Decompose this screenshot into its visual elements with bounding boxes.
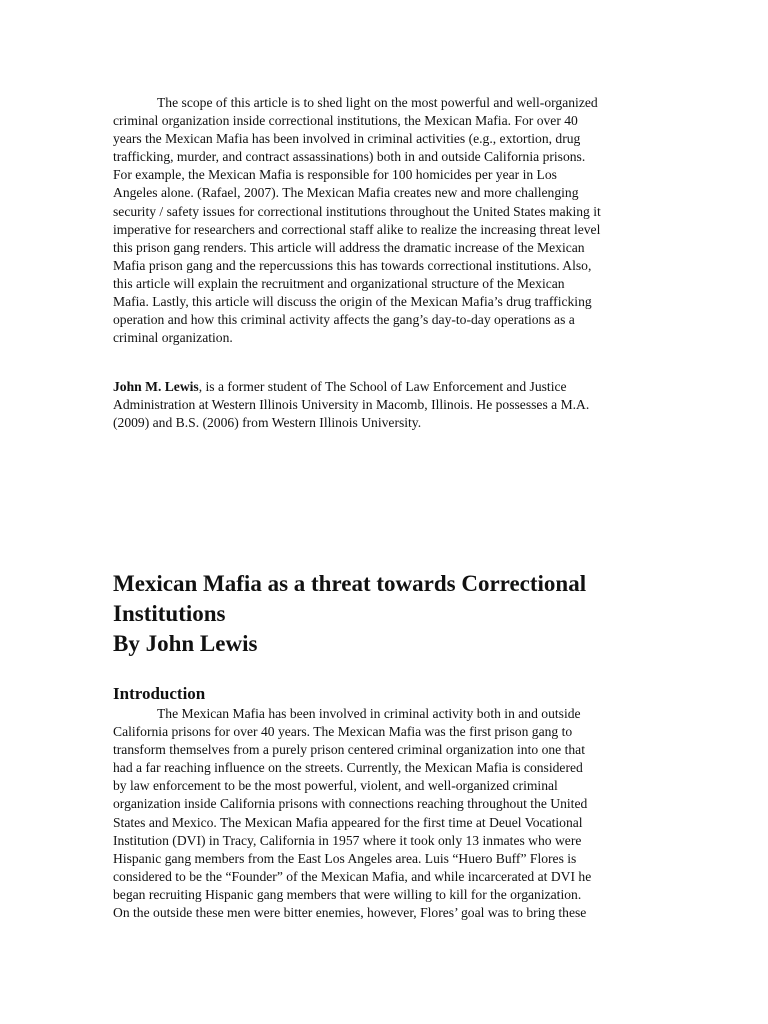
abstract-line: security / safety issues for correctional institutions throughout the United States making it — [113, 203, 601, 219]
abstract-line: For example, the Mexican Mafia is responsible for 100 homicides per year in Los — [113, 167, 557, 183]
intro-line: considered to be the “Founder” of the Mexican Mafia, and while incarcerated at DVI he — [113, 868, 592, 884]
abstract-line: trafficking, murder, and contract assassinations) both in and outside California prisons. — [113, 149, 586, 165]
title-line: Institutions — [113, 601, 226, 626]
intro-line: had a far reaching influence on the streets. Currently, the Mexican Mafia is considered — [113, 760, 583, 776]
abstract-paragraph — [113, 94, 653, 347]
article-title — [113, 569, 586, 659]
intro-line: Hispanic gang members from the East Los Angeles area. Luis “Huero Buff” Flores is — [113, 850, 577, 866]
abstract-line: criminal organization. — [113, 330, 233, 346]
section-heading-introduction: Introduction — [113, 684, 206, 703]
abstract-line: imperative for researchers and correctional staff alike to realize the increasing threat level — [113, 221, 601, 237]
intro-line: by law enforcement to be the most powerful, violent, and well-organized criminal — [113, 778, 558, 794]
bio-line — [113, 378, 653, 396]
bio-first-line-text: , is a former student of The School of Law Enforcement and Justice — [198, 379, 567, 394]
intro-line: The Mexican Mafia has been involved in criminal activity both in and outside — [157, 706, 581, 721]
intro-line: began recruiting Hispanic gang members that were willing to kill for the organization. — [113, 886, 582, 902]
abstract-line: criminal organization inside correctional institutions, the Mexican Mafia. For over 40 — [113, 113, 578, 129]
abstract-line: Mafia. Lastly, this article will discuss the origin of the Mexican Mafia’s drug trafficking — [113, 294, 592, 310]
abstract-line: Mafia prison gang and the repercussions this has towards correctional institutions. Also, — [113, 257, 592, 273]
byline: By John Lewis — [113, 631, 258, 656]
intro-line: transform themselves from a purely prison centered criminal organization into one that — [113, 742, 585, 758]
intro-line: Institution (DVI) in Tracy, California in 1957 where it took only 13 inmates who were — [113, 832, 582, 848]
author-name: John M. Lewis — [113, 379, 199, 394]
bio-line: Administration at Western Illinois University in Macomb, Illinois. He possesses a M.A. — [113, 397, 590, 413]
abstract-line: Angeles alone. (Rafael, 2007). The Mexican Mafia creates new and more challenging — [113, 185, 579, 201]
author-bio-paragraph — [113, 378, 653, 432]
abstract-line: this prison gang renders. This article will address the dramatic increase of the Mexican — [113, 239, 585, 255]
intro-line: On the outside these men were bitter enemies, however, Flores’ goal was to bring these — [113, 905, 587, 921]
intro-line: organization inside California prisons with connections reaching throughout the United — [113, 796, 588, 812]
abstract-line: operation and how this criminal activity affects the gang’s day-to-day operations as a — [113, 312, 575, 328]
intro-line: States and Mexico. The Mexican Mafia appeared for the first time at Deuel Vocational — [113, 814, 583, 830]
abstract-line: years the Mexican Mafia has been involved in criminal activities (e.g., extortion, drug — [113, 131, 581, 147]
abstract-line: The scope of this article is to shed light on the most powerful and well-organized — [157, 95, 598, 110]
title-line: Mexican Mafia as a threat towards Correctional — [113, 571, 587, 596]
bio-line: (2009) and B.S. (2006) from Western Illinois University. — [113, 415, 422, 431]
abstract-line: this article will explain the recruitment and organizational structure of the Mexican — [113, 275, 565, 291]
intro-line: California prisons for over 40 years. The Mexican Mafia was the first prison gang to — [113, 724, 573, 740]
introduction-paragraph — [113, 705, 653, 922]
